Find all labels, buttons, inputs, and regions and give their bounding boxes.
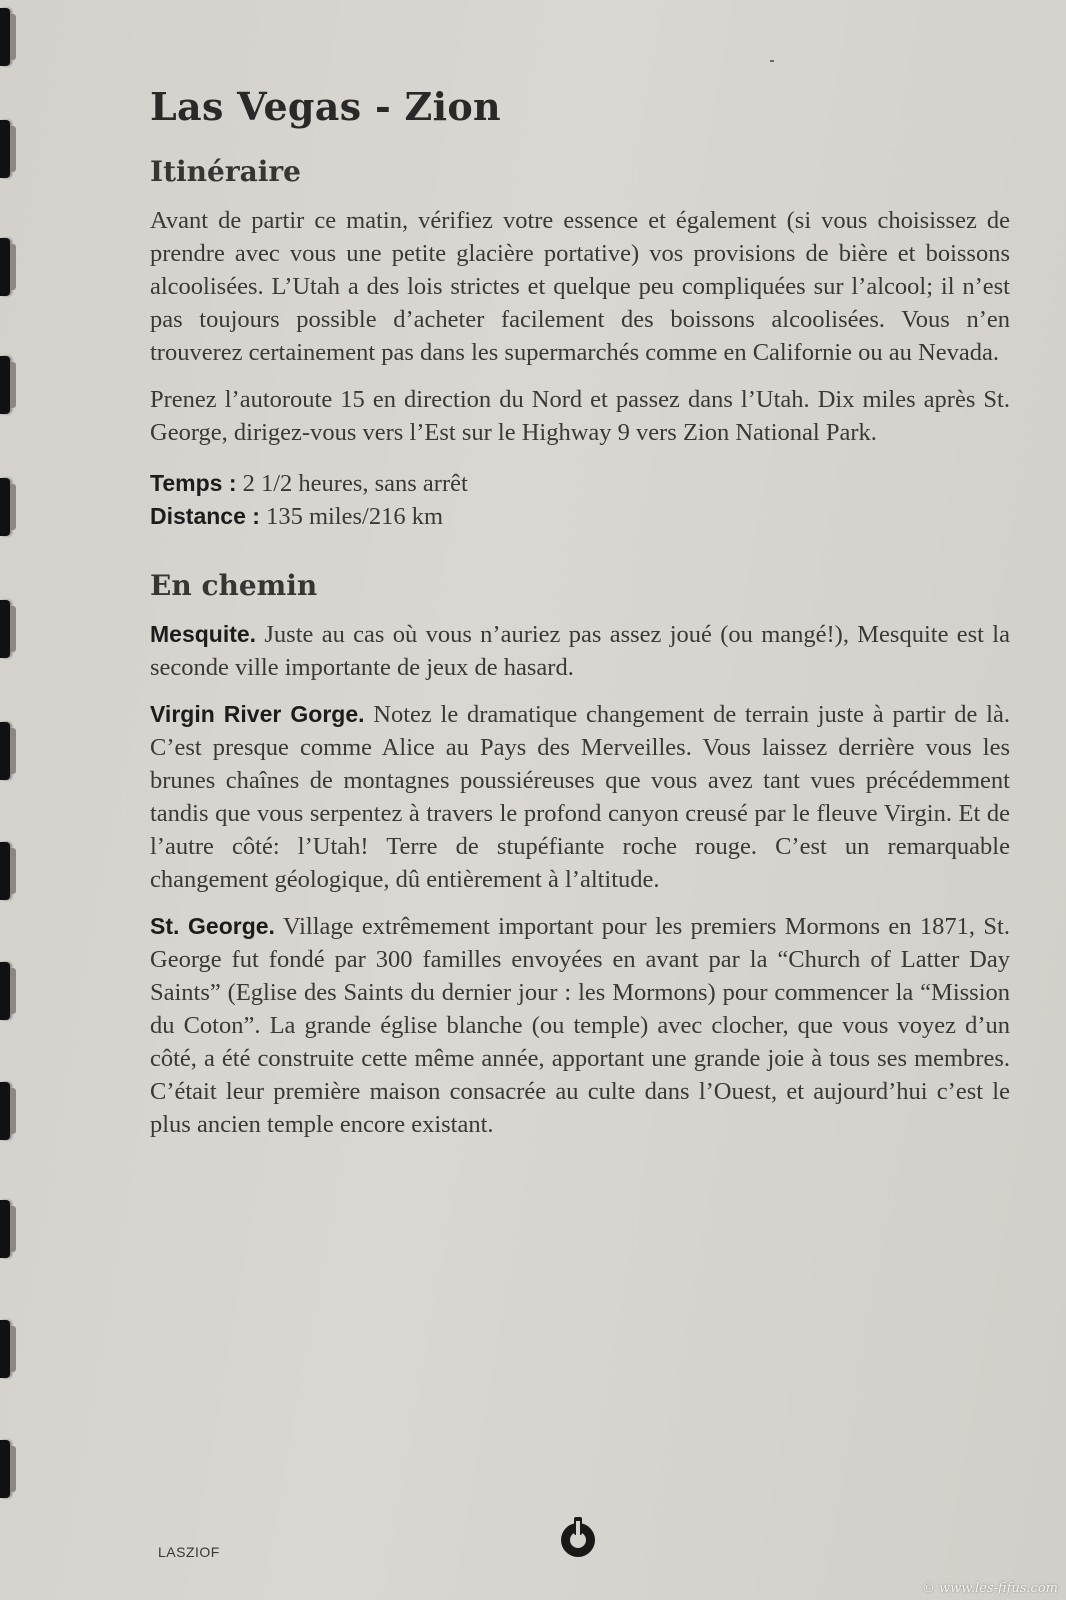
binding-ring xyxy=(0,8,10,66)
binding-ring xyxy=(0,842,10,900)
item-text: Village extrêmement important pour les premiers Mormons en 1871, St. George fut fondé par 300 familles envoyées en avant par la “Church of Latter Day Saints” (Eglise des Saints du dernier jour : les Mormons) pour commencer la “Mission du Coton”. La grande église blanche (ou temple) avec clocher, que vous voyez d’un côté, a été construite cette même année, apportant une grande joie à tous ses membres. C’était leur première maison consacrée au culte dans l’Ouest, et aujourd’hui c’est le plus ancien temple encore existant. xyxy=(150,913,1010,1138)
footer-code: LASZIOF xyxy=(158,1544,220,1560)
item-text: Juste au cas où vous n’auriez pas assez joué (ou mangé!), Mesquite est la seconde ville importante de jeux de hasard. xyxy=(150,621,1010,681)
en-route-heading: En chemin xyxy=(150,569,318,602)
itinerary-paragraph: Prenez l’autoroute 15 en direction du Nord et passez dans l’Utah. Dix miles après St. George, dirigez-vous vers l’Est sur le Highway 9 vers Zion National Park. xyxy=(150,386,1010,446)
binding-ring xyxy=(0,1440,10,1498)
binding-ring xyxy=(0,600,10,658)
binding-ring xyxy=(0,478,10,536)
time-fact xyxy=(150,467,1010,500)
power-logo-icon xyxy=(558,1514,598,1560)
distance-label: Distance : xyxy=(150,503,260,529)
distance-value: 135 miles/216 km xyxy=(259,503,444,530)
distance-fact xyxy=(150,500,1010,533)
trip-facts xyxy=(150,467,1010,533)
item-lead: St. George. xyxy=(150,913,275,939)
binding-ring xyxy=(0,238,10,296)
binding-ring xyxy=(0,120,10,178)
en-route-item-st-george xyxy=(150,910,1010,1141)
binding-ring xyxy=(0,1082,10,1140)
time-label: Temps : xyxy=(150,470,237,496)
paper-speck xyxy=(770,60,774,62)
item-lead: Virgin River Gorge. xyxy=(150,701,365,727)
en-route-item-virgin-river-gorge xyxy=(150,698,1010,896)
binding-ring xyxy=(0,1320,10,1378)
watermark: © www.les-fifus.com xyxy=(921,1581,1058,1596)
binding-ring xyxy=(0,1200,10,1258)
item-lead: Mesquite. xyxy=(150,621,257,647)
spiral-binding xyxy=(0,0,24,1600)
page-title: Las Vegas - Zion xyxy=(150,84,501,129)
page-content xyxy=(150,84,1010,1155)
en-route-item-mesquite xyxy=(150,618,1010,684)
item-text: Notez le dramatique changement de terrain juste à partir de là. C’est presque comme Alice au Pays des Merveilles. Vous laissez derrière vous les brunes chaînes de montagnes poussiéreuses que vous avez tant vues précédemment tandis que vous serpentez à travers le profond canyon creusé par le fleuve Virgin. Et de l’autre côté: l’Utah! Terre de stupéfiante roche rouge. C’est un remarquable changement géologique, dû entièrement à l’altitude. xyxy=(150,701,1010,893)
binding-ring xyxy=(0,962,10,1020)
itinerary-heading: Itinéraire xyxy=(150,155,301,188)
time-value: 2 1/2 heures, sans arrêt xyxy=(236,470,468,497)
binding-ring xyxy=(0,722,10,780)
binding-ring xyxy=(0,356,10,414)
itinerary-paragraph: Avant de partir ce matin, vérifiez votre essence et également (si vous choisissez de prendre avec vous une petite glacière portative) vos provisions de bière et boissons alcoolisées. L’Utah a des lois strictes et quelque peu compliquées sur l’alcool; il n’est pas toujours possible d’acheter facilement des boissons alcoolisées. Vous n’en trouverez certainement pas dans les supermarchés comme en Californie ou au Nevada. xyxy=(150,207,1010,366)
